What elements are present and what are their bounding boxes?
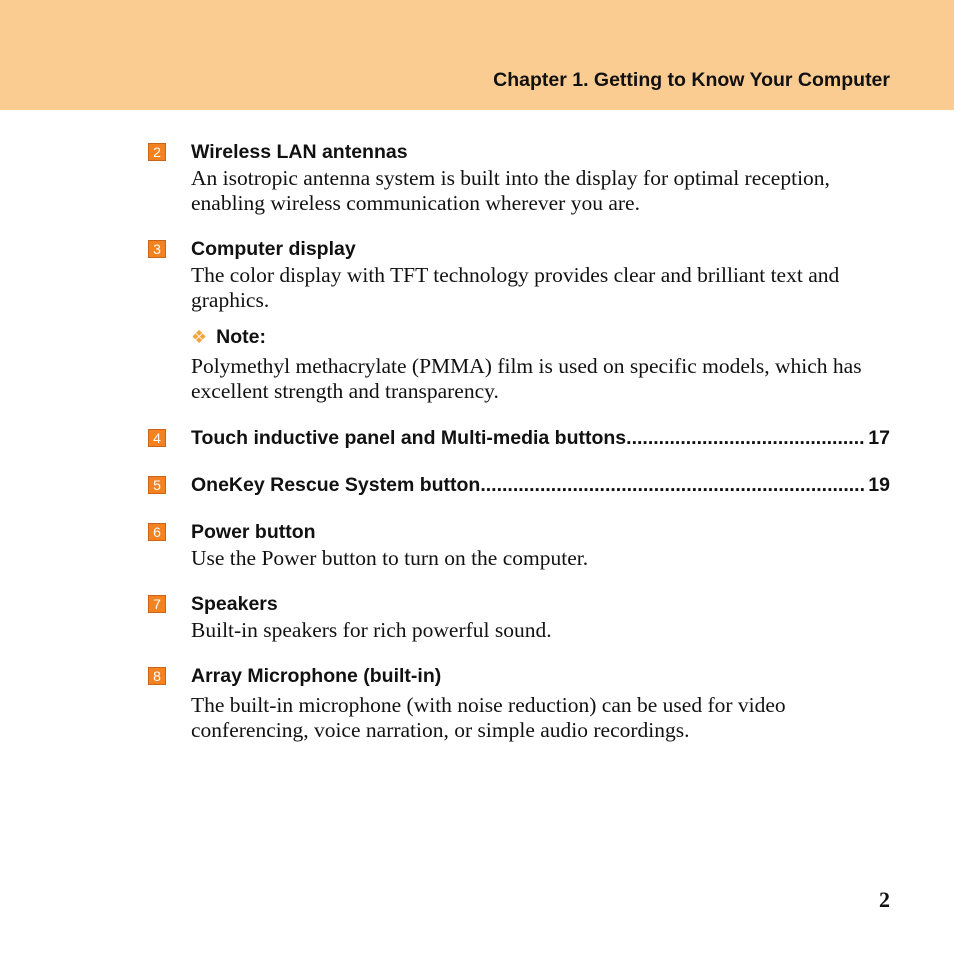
item-description: The built-in microphone (with noise reduction) can be used for video conferencing, voice narration, or simple audio recordings.: [191, 693, 786, 742]
item-number-marker: 8: [148, 667, 166, 685]
item-title: Array Microphone (built-in): [191, 665, 442, 687]
chapter-header-band: [0, 0, 954, 110]
item-description: The color display with TFT technology provides clear and brilliant text and graphics.: [191, 263, 840, 312]
item-number-marker: 4: [148, 429, 166, 447]
item-number-marker: 7: [148, 595, 166, 613]
note-text: Polymethyl methacrylate (PMMA) film is used on specific models, which has excellent strength and transparency.: [191, 354, 862, 403]
item-description: An isotropic antenna system is built into the display for optimal reception, enabling wireless communication wherever you are.: [191, 166, 830, 215]
page-number: 2: [879, 887, 890, 912]
item-number-marker: 5: [148, 476, 166, 494]
note-heading: [191, 326, 266, 349]
dot-leader: [480, 474, 864, 496]
item-title: OneKey Rescue System button: [191, 474, 481, 496]
diamond-bullet-icon: ❖: [191, 327, 208, 348]
item-number-marker: 6: [148, 523, 166, 541]
chapter-title: Chapter 1. Getting to Know Your Computer: [493, 69, 890, 91]
toc-entry[interactable]: [191, 427, 890, 449]
item-description: Use the Power button to turn on the computer.: [191, 546, 589, 570]
item-number-marker: 2: [148, 143, 166, 161]
toc-entry[interactable]: [191, 474, 890, 496]
item-title: Computer display: [191, 238, 356, 260]
dot-leader: [626, 427, 864, 449]
page-reference: 17: [868, 427, 890, 449]
page-reference: 19: [868, 474, 890, 496]
item-title: Speakers: [191, 593, 278, 615]
item-number-marker: 3: [148, 240, 166, 258]
item-description: Built-in speakers for rich powerful sound.: [191, 618, 552, 642]
item-title: Touch inductive panel and Multi-media buttons: [191, 427, 627, 449]
note-label: Note:: [216, 326, 266, 348]
item-title: Power button: [191, 521, 316, 543]
item-title: Wireless LAN antennas: [191, 141, 408, 163]
